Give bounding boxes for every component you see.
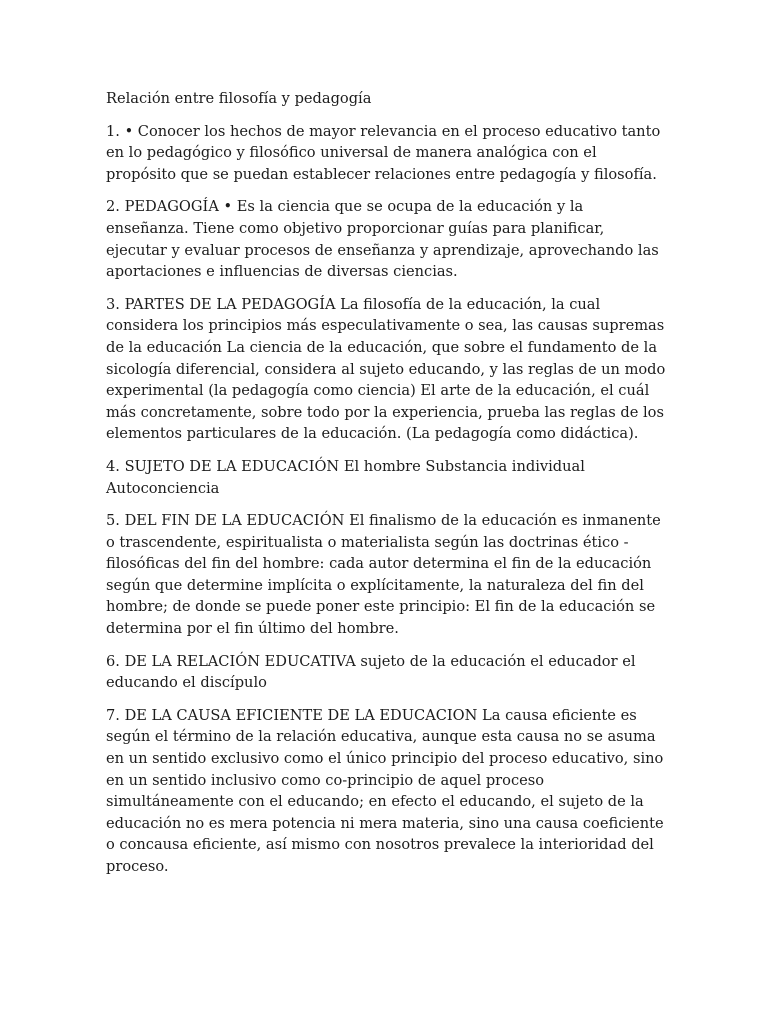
document-title: Relación entre filosofía y pedagogía <box>106 90 372 107</box>
paragraph-pedagogia: 2. PEDAGOGÍA • Es la ciencia que se ocupa de la educación y la enseñanza. Tiene como objetivo proporcionar guías para planificar, ejecutar y evaluar procesos de enseñanza y aprendizaje, aprovechando las aportaciones e influencias de diversas ciencias. <box>106 198 659 281</box>
paragraph-fin-educacion: 5. DEL FIN DE LA EDUCACIÓN El finalismo de la educación es inmanente o trascendente, espiritualista o materialista según las doctrinas ético - filosóficas del fin del hombre: cada autor determina el fin de la educación según que determine implícita o explícitamente, la naturaleza del fin del hombre; de donde se puede poner este principio: El fin de la educación se determina por el fin último del hombre. <box>106 512 661 638</box>
paragraph-sujeto-educacion: 4. SUJETO DE LA EDUCACIÓN El hombre Substancia individual Autoconciencia <box>106 457 585 497</box>
document-page <box>106 88 666 889</box>
paragraph-relacion-educativa: 6. DE LA RELACIÓN EDUCATIVA sujeto de la educación el educador el educando el discípulo <box>106 652 636 692</box>
paragraph-causa-eficiente: 7. DE LA CAUSA EFICIENTE DE LA EDUCACION La causa eficiente es según el término de la relación educativa, aunque esta causa no se asuma en un sentido exclusivo como el único principio del proceso educativo, sino en un sentido inclusivo como co-principio de aquel proceso simultáneamente con el educando; en efecto el educando, el sujeto de la educación no es mera potencia ni mera materia, sino una causa coeficiente o concausa eficiente, así mismo con nosotros prevalece la interioridad del proceso. <box>106 706 664 875</box>
paragraph-objective: 1. • Conocer los hechos de mayor relevancia en el proceso educativo tanto en lo pedagógico y filosófico universal de manera analógica con el propósito que se puedan establecer relaciones entre pedagogía y filosofía. <box>106 122 661 183</box>
paragraph-partes-pedagogia: 3. PARTES DE LA PEDAGOGÍA La filosofía de la educación, la cual considera los principios más especulativamente o sea, las causas supremas de la educación La ciencia de la educación, que sobre el fundamento de la sicología diferencial, considera al sujeto educando, y las reglas de un modo experimental (la pedagogía como ciencia) El arte de la educación, el cuál más concretamente, sobre todo por la experiencia, prueba las reglas de los elementos particulares de la educación. (La pedagogía como didáctica). <box>106 295 666 443</box>
